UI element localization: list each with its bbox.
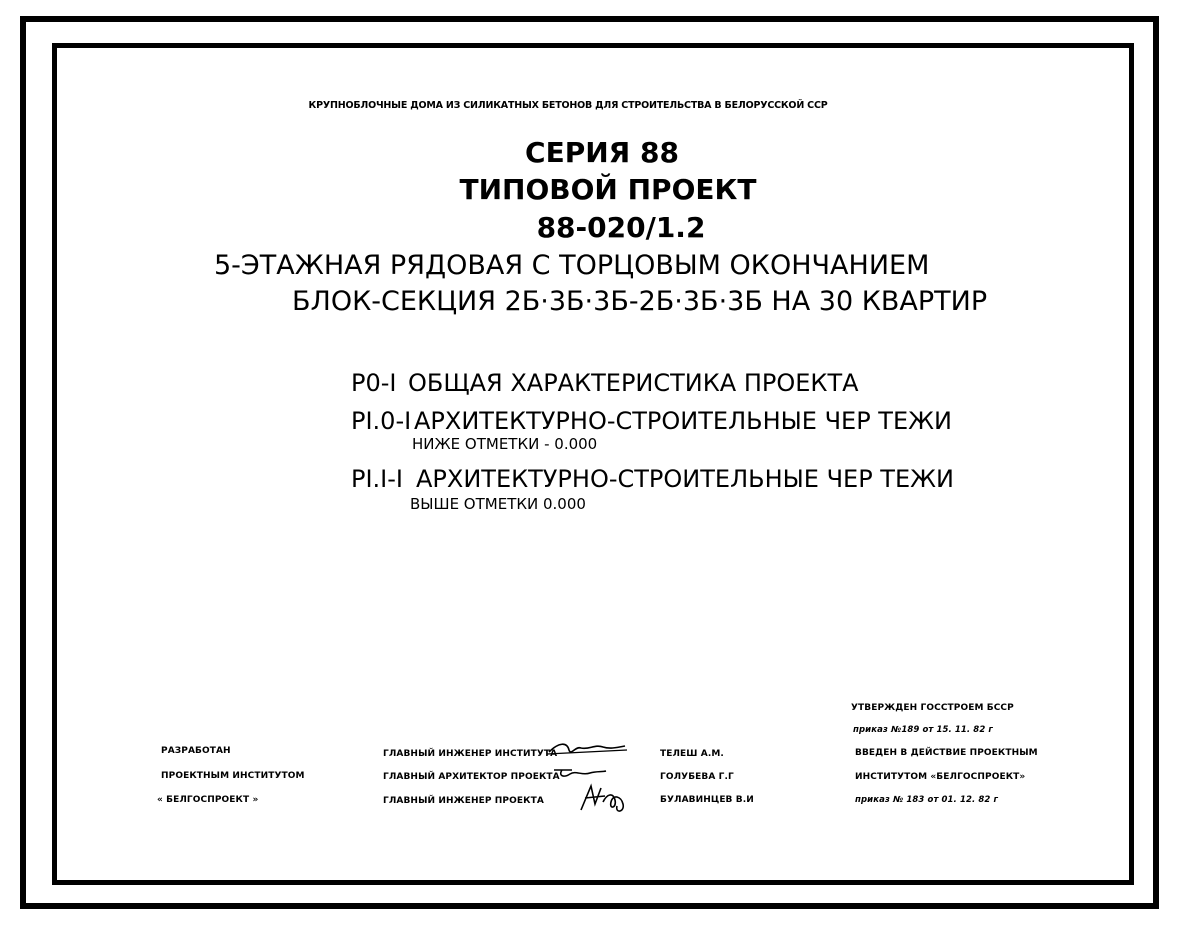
description-line1: 5-ЭТАЖНАЯ РЯДОВАЯ С ТОРЦОВЫМ ОКОНЧАНИЕМ (214, 250, 930, 281)
contents-item-title: АРХИТЕКТУРНО-СТРОИТЕЛЬНЫЕ ЧЕР ТЕЖИ (416, 465, 954, 493)
signatory-name: ГОЛУБЕВА Г.Г (660, 772, 734, 782)
signatory-role: ГЛАВНЫЙ ИНЖЕНЕР ИНСТИТУТА (383, 749, 558, 759)
developer-line3: « БЕЛГОСПРОЕКТ » (157, 795, 259, 805)
approval-line4: ИНСТИТУТОМ «БЕЛГОСПРОЕКТ» (855, 772, 1026, 782)
contents-item-note: ВЫШЕ ОТМЕТКИ 0.000 (410, 495, 586, 513)
developer-line2: ПРОЕКТНЫМ ИНСТИТУТОМ (161, 771, 305, 781)
signature-image (545, 738, 630, 760)
approval-line1: УТВЕРЖДЕН ГОССТРОЕМ БССР (851, 703, 1014, 713)
approval-line2: приказ №189 от 15. 11. 82 г (853, 725, 993, 735)
approval-line3: ВВЕДЕН В ДЕЙСТВИЕ ПРОЕКТНЫМ (855, 748, 1038, 758)
contents-item-note: НИЖЕ ОТМЕТКИ - 0.000 (412, 435, 598, 453)
signatory-role: ГЛАВНЫЙ ИНЖЕНЕР ПРОЕКТА (383, 796, 544, 806)
project-type: ТИПОВОЙ ПРОЕКТ (459, 173, 757, 206)
series-title: СЕРИЯ 88 (525, 136, 679, 169)
contents-item-code: Р0-I (351, 369, 397, 397)
signatory-role: ГЛАВНЫЙ АРХИТЕКТОР ПРОЕКТА (383, 772, 560, 782)
contents-item-code: РI.0-I (351, 407, 412, 435)
signatory-name: ТЕЛЕШ А.М. (660, 749, 724, 759)
signatory-name: БУЛАВИНЦЕВ В.И (660, 795, 754, 805)
contents-item-title: АРХИТЕКТУРНО-СТРОИТЕЛЬНЫЕ ЧЕР ТЕЖИ (414, 407, 952, 435)
header-subtitle: КРУПНОБЛОЧНЫЕ ДОМА ИЗ СИЛИКАТНЫХ БЕТОНОВ ДЛЯ СТРОИТЕЛЬСТВА В БЕЛОРУССКОЙ ССР (308, 100, 828, 111)
project-number: 88-020/1.2 (536, 211, 706, 244)
contents-item-title: ОБЩАЯ ХАРАКТЕРИСТИКА ПРОЕКТА (408, 369, 859, 397)
signature-image (575, 780, 635, 816)
description-line2: БЛОК-СЕКЦИЯ 2Б·3Б·3Б-2Б·3Б·3Б НА 30 КВАРТИР (292, 286, 988, 317)
developer-line1: РАЗРАБОТАН (161, 746, 231, 756)
contents-item-code: РI.I-I (351, 465, 403, 493)
approval-line5: приказ № 183 от 01. 12. 82 г (855, 795, 998, 805)
